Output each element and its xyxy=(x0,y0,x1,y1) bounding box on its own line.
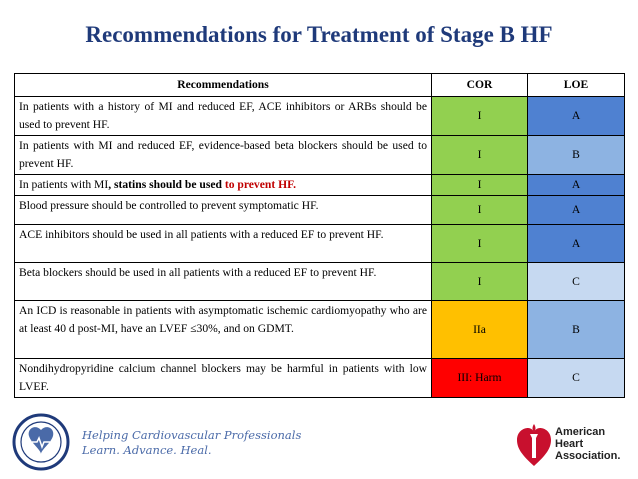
acc-tagline-line2: Learn. Advance. Heal. xyxy=(82,443,212,457)
recommendation-text: In patients with a history of MI and reduced EF, ACE inhibitors or ARBs should be used to prevent HF. xyxy=(15,97,432,136)
cor-cell: I xyxy=(432,196,528,225)
recommendations-table xyxy=(14,73,625,398)
acc-tagline xyxy=(82,428,301,458)
loe-cell: A xyxy=(528,196,625,225)
cor-cell: I xyxy=(432,263,528,301)
table-row xyxy=(15,196,625,225)
cor-cell: I xyxy=(432,136,528,175)
loe-cell: A xyxy=(528,225,625,263)
acc-tagline-line1: Helping Cardiovascular Professionals xyxy=(82,428,302,442)
recommendation-text: Blood pressure should be controlled to prevent symptomatic HF. xyxy=(15,196,432,225)
recommendation-text xyxy=(15,175,432,196)
loe-cell: B xyxy=(528,136,625,175)
aha-logo xyxy=(515,420,630,472)
table-row xyxy=(15,225,625,263)
aha-heart-torch-icon xyxy=(515,422,553,468)
recommendation-text: Nondihydropyridine calcium channel blockers may be harmful in patients with low LVEF. xyxy=(15,359,432,398)
text-emphasis: , statins should be used xyxy=(108,178,222,191)
table-row xyxy=(15,175,625,196)
loe-cell: C xyxy=(528,263,625,301)
recommendation-text: Beta blockers should be used in all patients with a reduced EF to prevent HF. xyxy=(15,263,432,301)
cor-cell: IIa xyxy=(432,301,528,359)
recommendation-text: An ICD is reasonable in patients with asymptomatic ischemic cardiomyopathy who are at least 40 d post-MI, have an LVEF ≤30%, and on GDMT. xyxy=(15,301,432,359)
table-row xyxy=(15,359,625,398)
loe-cell: B xyxy=(528,301,625,359)
aha-word-1: American xyxy=(555,426,606,438)
loe-cell: A xyxy=(528,97,625,136)
aha-word-3: Association. xyxy=(555,450,621,462)
header-cor: COR xyxy=(432,74,528,97)
aha-word-2: Heart xyxy=(555,438,584,450)
cor-cell: I xyxy=(432,97,528,136)
loe-cell: C xyxy=(528,359,625,398)
header-recommendations: Recommendations xyxy=(15,74,432,97)
slide-title: Recommendations for Treatment of Stage B HF xyxy=(85,22,553,47)
aha-wordmark xyxy=(555,426,620,462)
acc-footer xyxy=(10,412,302,472)
header-loe: LOE xyxy=(528,74,625,97)
text-plain: In patients with MI xyxy=(19,178,109,191)
cor-cell: I xyxy=(432,225,528,263)
recommendation-text: ACE inhibitors should be used in all patients with a reduced EF to prevent HF. xyxy=(15,225,432,263)
cor-cell: I xyxy=(432,175,528,196)
table-row xyxy=(15,136,625,175)
table-row xyxy=(15,301,625,359)
text-highlight: to prevent HF. xyxy=(221,178,297,191)
table-header-row xyxy=(15,74,625,97)
table-row xyxy=(15,97,625,136)
cor-cell: III: Harm xyxy=(432,359,528,398)
table-row xyxy=(15,263,625,301)
loe-cell: A xyxy=(528,175,625,196)
recommendation-text: In patients with MI and reduced EF, evidence-based beta blockers should be used to prevent HF. xyxy=(15,136,432,175)
acc-seal-icon xyxy=(10,412,72,472)
